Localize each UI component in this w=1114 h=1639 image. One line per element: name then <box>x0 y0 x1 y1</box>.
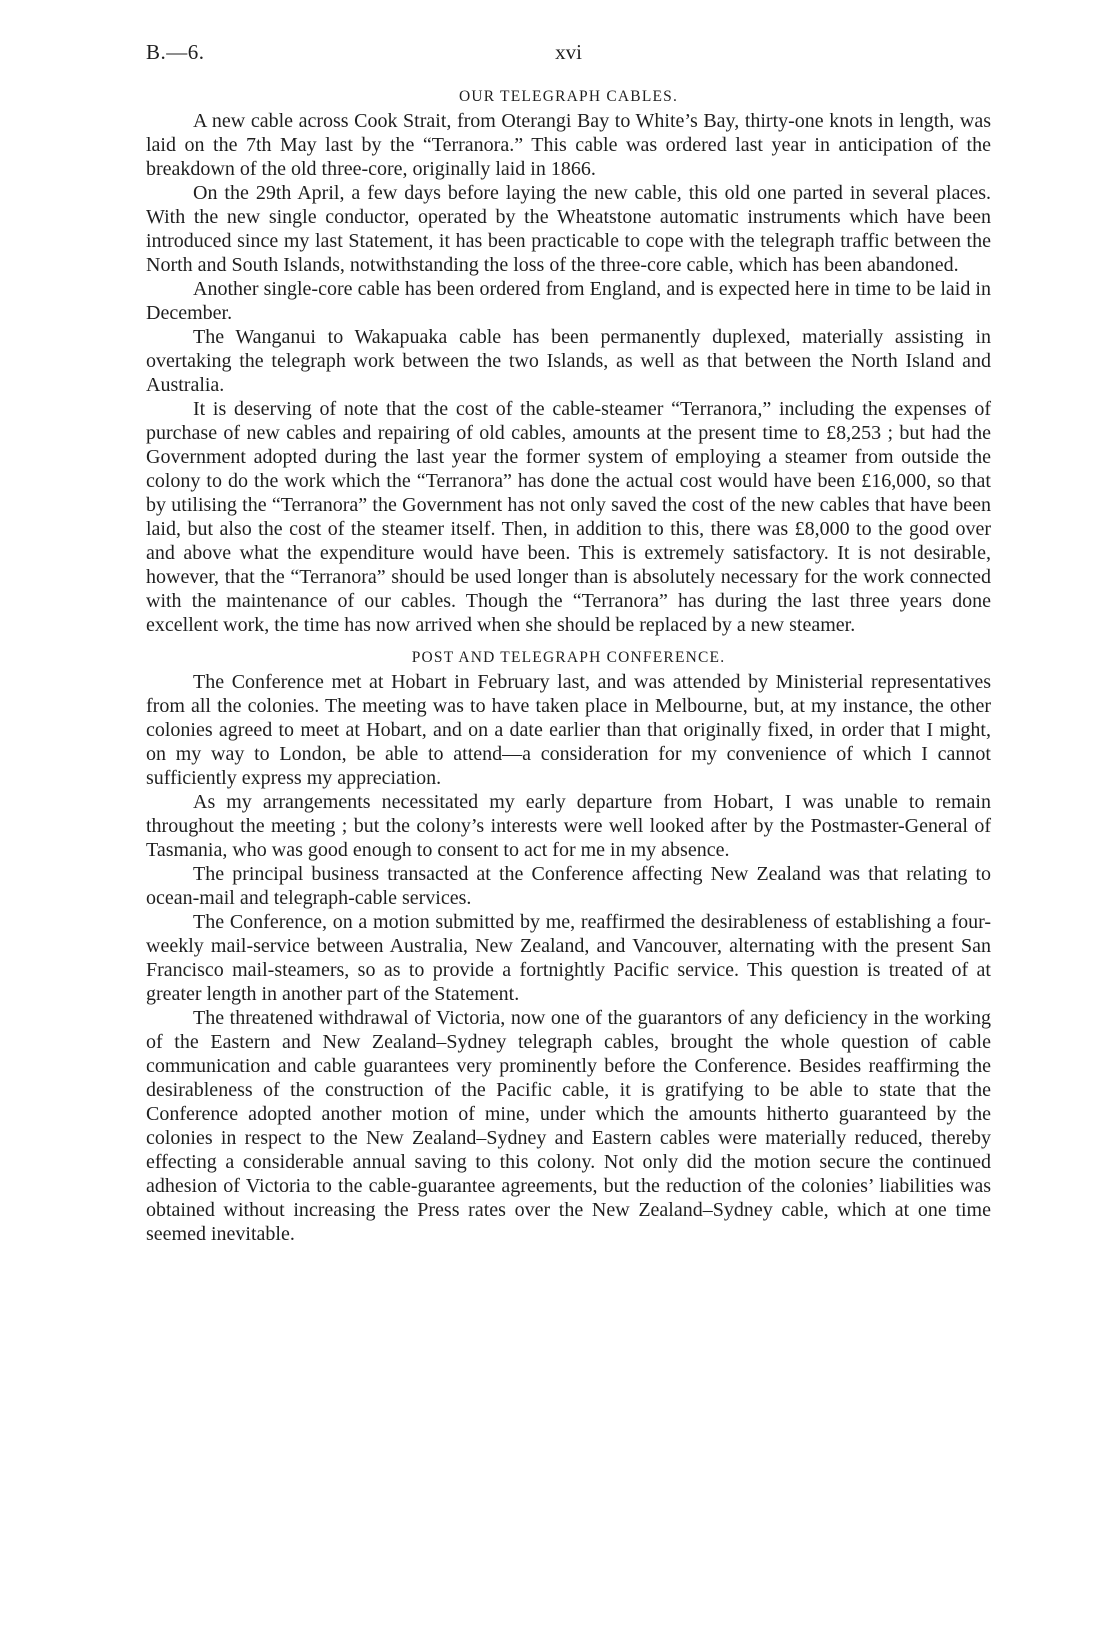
section-heading-post-telegraph-conference: POST AND TELEGRAPH CONFERENCE. <box>411 649 726 666</box>
document-reference: B.—6. <box>146 40 205 64</box>
paragraph: A new cable across Cook Strait, from Oterangi Bay to White’s Bay, thirty-one knots in length, was laid on the 7th May last by the “Terranora.” This cable was ordered last year in anticipation of the breakdown of the old three-core, originally laid in 1866. <box>146 110 991 180</box>
page-number: xvi <box>555 40 582 64</box>
paragraph: The threatened withdrawal of Victoria, now one of the guarantors of any deficiency in the working of the Eastern and New Zealand–Sydney telegraph cables, brought the whole question of cable communication and cable guarantees very prominently before the Conference. Besides reaffirming the desirableness of the construction of the Pacific cable, it is gratifying to be able to state that the Conference adopted another motion of mine, under which the amounts hitherto guaranteed by the colonies in respect to the New Zealand–Sydney and Eastern cables were materially reduced, thereby effecting a considerable annual saving to this colony. Not only did the motion secure the continued adhesion of Victoria to the cable-guarantee agreements, but the reduction of the colonies’ liabilities was obtained without increasing the Press rates over the New Zealand–Sydney cable, which at one time seemed inevitable. <box>146 1007 991 1245</box>
paragraph: On the 29th April, a few days before laying the new cable, this old one parted in several places. With the new single conductor, operated by the Wheatstone automatic instruments which have been introduced since my last Statement, it has been practicable to cope with the telegraph traffic between the North and South Islands, notwithstanding the loss of the three-core cable, which has been abandoned. <box>146 182 991 276</box>
paragraph: The Wanganui to Wakapuaka cable has been permanently duplexed, materially assisting in overtaking the telegraph work between the two Islands, as well as that between the North Island and Australia. <box>146 326 991 396</box>
paragraph: The Conference met at Hobart in February last, and was attended by Ministerial representatives from all the colonies. The meeting was to have taken place in Melbourne, but, at my instance, the other colonies agreed to meet at Hobart, and on a date earlier than that originally fixed, in order that I might, on my way to London, be able to attend—a consideration for my convenience of which I cannot sufficiently express my appreciation. <box>146 671 991 789</box>
section-heading-telegraph-cables: OUR TELEGRAPH CABLES. <box>458 88 679 105</box>
page-body <box>146 85 991 1246</box>
paragraph: The Conference, on a motion submitted by me, reaffirmed the desirableness of establishing a four-weekly mail-service between Australia, New Zealand, and Vancouver, alternating with the present San Francisco mail-steamers, so as to provide a fortnightly Pacific service. This question is treated of at greater length in another part of the Statement. <box>146 911 991 1005</box>
paragraph: It is deserving of note that the cost of the cable-steamer “Terranora,” including the expenses of purchase of new cables and repairing of old cables, amounts at the present time to £8,253 ; but had the Government adopted during the last year the former system of employing a steamer from outside the colony to do the work which the “Terranora” has done the actual cost would have been £16,000, so that by utilising the “Terranora” the Government has not only saved the cost of the new cables that have been laid, but also the cost of the steamer itself. Then, in addition to this, there was £8,000 to the good over and above what the expenditure would have been. This is extremely satisfactory. It is not desirable, however, that the “Terranora” should be used longer than is absolutely necessary for the work connected with the maintenance of our cables. Though the “Terranora” has during the last three years done excellent work, the time has now arrived when she should be replaced by a new steamer. <box>146 398 991 636</box>
paragraph: Another single-core cable has been ordered from England, and is expected here in time to be laid in December. <box>146 278 991 324</box>
paragraph: As my arrangements necessitated my early departure from Hobart, I was unable to remain throughout the meeting ; but the colony’s interests were well looked after by the Postmaster-General of Tasmania, who was good enough to consent to act for me in my absence. <box>146 791 991 861</box>
paragraph: The principal business transacted at the Conference affecting New Zealand was that relating to ocean-mail and telegraph-cable services. <box>146 863 991 909</box>
page-header <box>146 40 991 70</box>
